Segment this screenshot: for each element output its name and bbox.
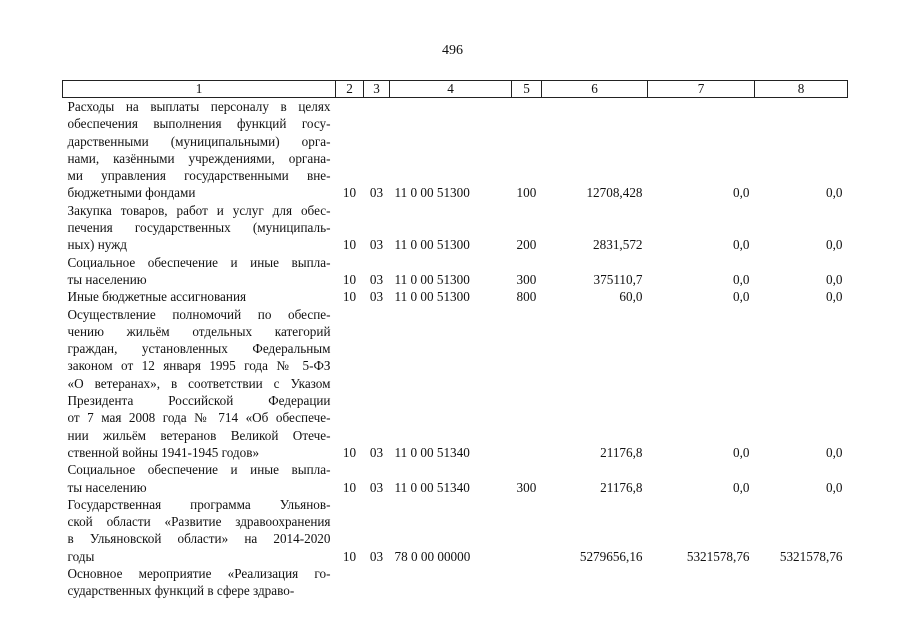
row-cell-c3: 03 <box>369 444 384 460</box>
row-description <box>63 565 336 600</box>
description-line: законом от 12 января 1995 года № 5-ФЗ <box>67 358 331 374</box>
row-cell-c2: 10 <box>342 185 357 201</box>
description-line: ственной войны 1941-1945 годов» <box>67 444 260 460</box>
row-cell-c3: 03 <box>369 548 384 564</box>
description-line: от 7 мая 2008 года № 714 «Об обеспече- <box>67 410 331 426</box>
table-row <box>63 288 848 305</box>
description-line: нами, казёнными учреждениями, органа- <box>67 150 331 166</box>
row-cell-c6: 60,0 <box>619 289 643 305</box>
description-line: граждан, установленных Федеральным <box>67 341 331 357</box>
row-cell-c2: 10 <box>342 548 357 564</box>
row-description <box>63 496 336 565</box>
row-cell-c5: 300 <box>516 271 537 287</box>
row-cell-c5: 800 <box>516 289 537 305</box>
row-cell-c7: 0,0 <box>733 237 750 253</box>
row-cell-c3: 03 <box>369 271 384 287</box>
header-cell-6: 6 <box>542 81 648 98</box>
description-line: Президента Российской Федерации <box>67 393 331 409</box>
header-cell-3: 3 <box>364 81 390 98</box>
row-cell-c3 <box>364 565 390 600</box>
row-description <box>63 288 336 305</box>
description-line: Государственная программа Ульянов- <box>67 496 331 512</box>
row-cell-c2: 10 <box>342 479 357 495</box>
row-cell-c5 <box>512 565 542 600</box>
row-description <box>63 98 336 202</box>
description-line: печения государственных (муниципаль- <box>67 220 331 236</box>
row-cell-c7: 0,0 <box>733 444 750 460</box>
row-cell-c3: 03 <box>369 237 384 253</box>
row-cell-c2: 10 <box>342 237 357 253</box>
header-cell-1: 1 <box>63 81 336 98</box>
description-line: ми управления государственными вне- <box>67 168 331 184</box>
row-cell-c4: 11 0 00 51300 <box>394 289 470 305</box>
table-row <box>63 496 848 565</box>
row-cell-c2: 10 <box>342 444 357 460</box>
table-row <box>63 461 848 496</box>
row-cell-c7: 0,0 <box>733 289 750 305</box>
row-cell-c8 <box>755 565 848 600</box>
table-row <box>63 306 848 462</box>
description-line: нии жильём ветеранов Великой Отече- <box>67 427 331 443</box>
description-line: ты населению <box>67 479 147 495</box>
description-line: Расходы на выплаты персоналу в целях <box>67 99 331 114</box>
description-line: Социальное обеспечение и иные выпла- <box>67 254 331 270</box>
description-line: Закупка товаров, работ и услуг для обес- <box>67 202 331 218</box>
description-line: Основное мероприятие «Реализация го- <box>67 566 331 582</box>
description-line: обеспечения выполнения функций госу- <box>67 116 331 132</box>
row-cell-c6: 21176,8 <box>600 479 643 495</box>
table-row <box>63 202 848 254</box>
row-cell-c5: 100 <box>516 185 537 201</box>
row-cell-c6: 2831,572 <box>593 237 643 253</box>
row-description <box>63 202 336 254</box>
row-cell-c7 <box>648 565 755 600</box>
row-cell-c2: 10 <box>342 289 357 305</box>
description-line: бюджетными фондами <box>67 185 196 201</box>
row-cell-c6: 12708,428 <box>586 185 643 201</box>
description-line: Осуществление полномочий по обеспе- <box>67 306 331 322</box>
row-cell-c5: 300 <box>516 479 537 495</box>
row-cell-c4: 11 0 00 51340 <box>394 479 470 495</box>
row-description <box>63 306 336 462</box>
row-cell-c5: 200 <box>516 237 537 253</box>
row-cell-c3: 03 <box>369 289 384 305</box>
description-line: чению жильём отдельных категорий <box>67 323 331 339</box>
row-cell-c8: 0,0 <box>826 479 843 495</box>
row-cell-c2: 10 <box>342 271 357 287</box>
row-cell-c6 <box>542 565 648 600</box>
row-description <box>63 254 336 289</box>
table-header-row <box>63 81 848 98</box>
row-cell-c4: 78 0 00 00000 <box>394 548 471 564</box>
row-cell-c8: 0,0 <box>826 271 843 287</box>
row-cell-c8: 5321578,76 <box>779 548 843 564</box>
row-cell-c8: 0,0 <box>826 289 843 305</box>
description-line: Иные бюджетные ассигнования <box>67 289 247 305</box>
description-line: ской области «Развитие здравоохранения <box>67 514 331 530</box>
row-cell-c4: 11 0 00 51300 <box>394 271 470 287</box>
table-row <box>63 98 848 202</box>
description-line: «О ветеранах», в соответствии с Указом <box>67 375 331 391</box>
row-cell-c7: 0,0 <box>733 271 750 287</box>
description-line: ты населению <box>67 271 147 287</box>
description-line: ных) нужд <box>67 237 127 253</box>
header-cell-4: 4 <box>390 81 512 98</box>
row-cell-c6: 5279656,16 <box>579 548 643 564</box>
header-cell-7: 7 <box>648 81 755 98</box>
row-cell-c8: 0,0 <box>826 444 843 460</box>
row-cell-c8: 0,0 <box>826 237 843 253</box>
row-cell-c7: 0,0 <box>733 185 750 201</box>
page-number: 496 <box>442 43 463 58</box>
row-cell-c7: 0,0 <box>733 479 750 495</box>
header-cell-5: 5 <box>512 81 542 98</box>
row-description <box>63 461 336 496</box>
row-cell-c3: 03 <box>369 479 384 495</box>
description-line: в Ульяновской области» на 2014-2020 <box>67 531 331 547</box>
row-cell-c6: 375110,7 <box>593 271 643 287</box>
row-cell-c4: 11 0 00 51300 <box>394 185 470 201</box>
row-cell-c2 <box>336 565 364 600</box>
budget-table <box>62 80 848 600</box>
row-cell-c5 <box>512 496 542 565</box>
header-cell-8: 8 <box>755 81 848 98</box>
description-line: сударственных функций в сфере здраво- <box>67 583 295 599</box>
row-cell-c7: 5321578,76 <box>686 548 750 564</box>
row-cell-c6: 21176,8 <box>600 444 643 460</box>
table-row <box>63 254 848 289</box>
header-cell-2: 2 <box>336 81 364 98</box>
table-row <box>63 565 848 600</box>
description-line: дарственными (муниципальными) орга- <box>67 133 331 149</box>
row-cell-c3: 03 <box>369 185 384 201</box>
row-cell-c4 <box>390 565 512 600</box>
description-line: Социальное обеспечение и иные выпла- <box>67 462 331 478</box>
description-line: годы <box>67 548 95 564</box>
row-cell-c4: 11 0 00 51300 <box>394 237 470 253</box>
row-cell-c5 <box>512 306 542 462</box>
row-cell-c4: 11 0 00 51340 <box>394 444 470 460</box>
row-cell-c8: 0,0 <box>826 185 843 201</box>
